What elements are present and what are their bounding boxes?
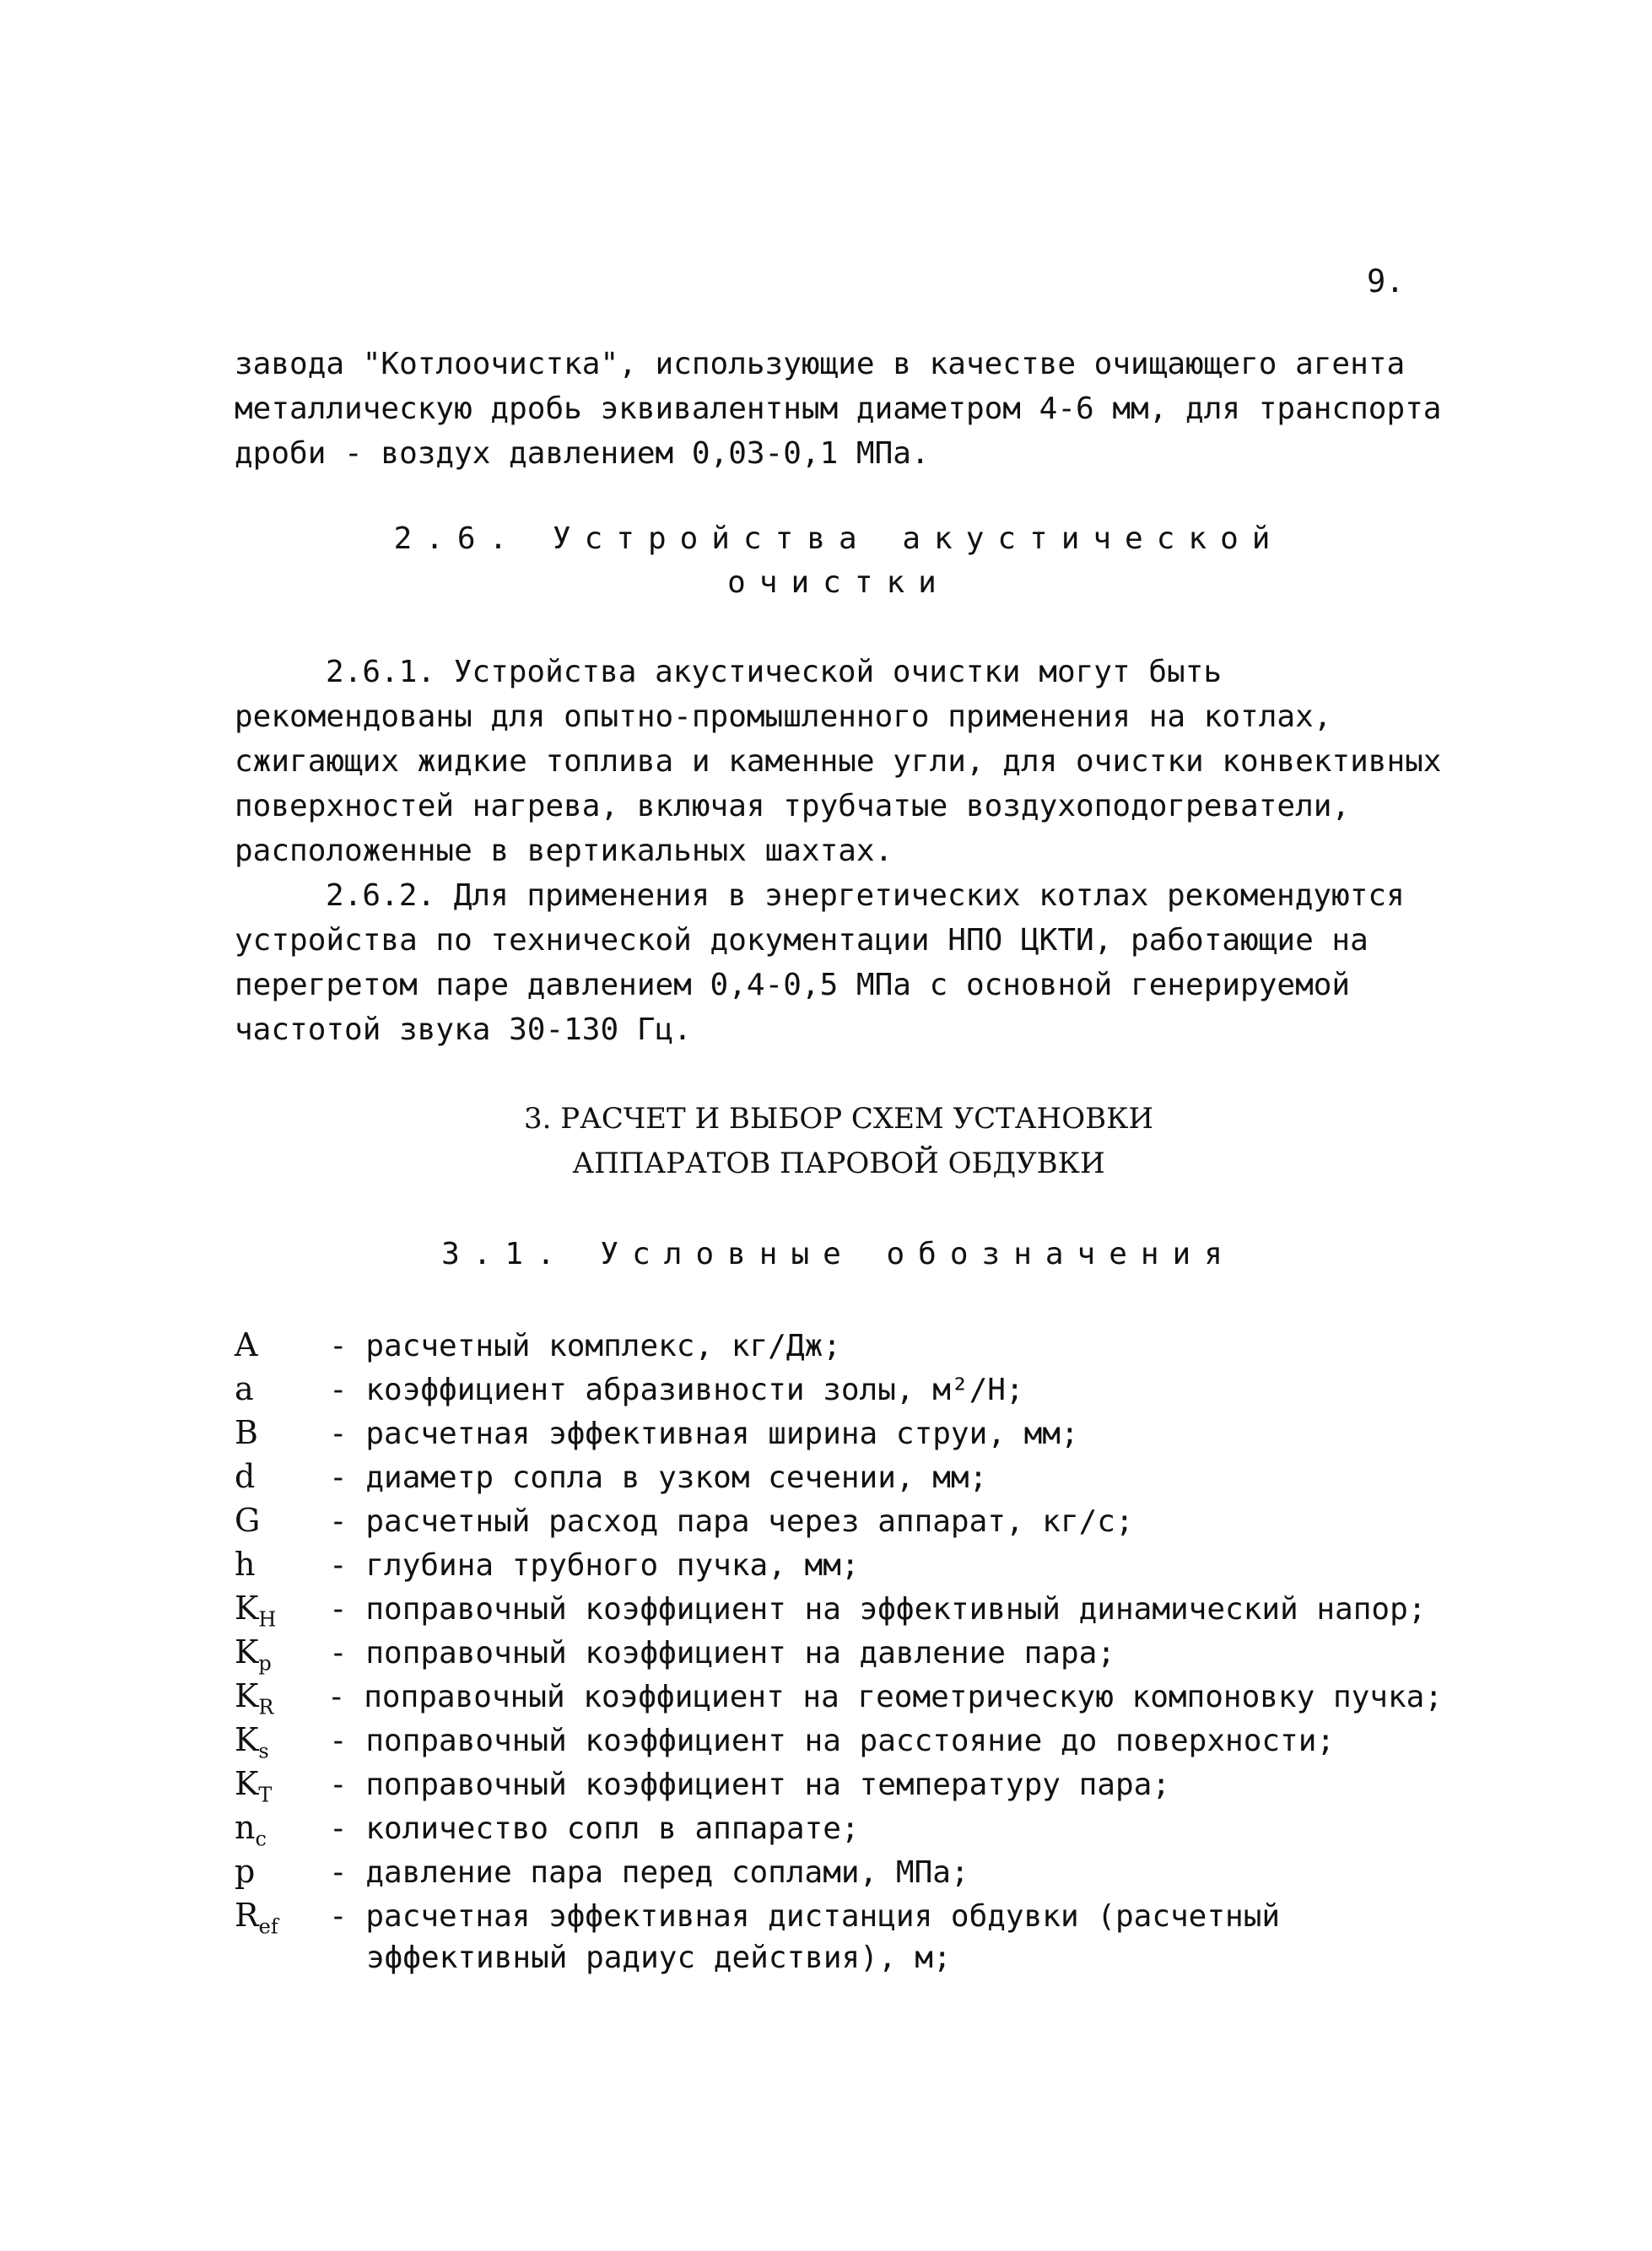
- symbol-description: - поправочный коэффициент на температуру пара;: [329, 1768, 1170, 1802]
- section-3-1-title: 3.1. Условные обозначения: [441, 1237, 1236, 1271]
- symbol-description: - поправочный коэффициент на давление пара;: [329, 1636, 1115, 1671]
- symbol: a: [235, 1370, 254, 1407]
- text-line: 2.6.1. Устройства акустической очистки могут быть: [326, 655, 1223, 689]
- text-line: частотой звука 30-130 Гц.: [235, 1012, 692, 1047]
- text-line: поверхностей нагрева, включая трубчатые воздухоподогреватели,: [235, 789, 1351, 823]
- text-line: сжигающих жидкие топлива и каменные угли, для очистки конвективных: [235, 744, 1442, 779]
- text-line: рекомендованы для опытно-промышленного применения на котлах,: [235, 699, 1332, 734]
- symbol-description: - давление пара перед соплами, МПа;: [329, 1855, 969, 1890]
- section-3-title-line2: АППАРАТОВ ПАРОВОЙ ОБДУВКИ: [572, 1147, 1105, 1180]
- text-line: 2.6.2. Для применения в энергетических котлах рекомендуются: [326, 878, 1405, 913]
- symbol-description: - расчетный расход пара через аппарат, кг/с;: [329, 1504, 1134, 1539]
- list-item: [235, 1897, 1443, 1941]
- symbol-description: - глубина трубного пучка, мм;: [329, 1548, 860, 1583]
- list-item: [235, 1853, 1443, 1897]
- symbol: $K_s$: [235, 1721, 269, 1763]
- list-item: [235, 1721, 1443, 1765]
- symbol-description: - поправочный коэффициент на расстояние до поверхности;: [329, 1724, 1336, 1758]
- list-item: [235, 1326, 1443, 1370]
- list-item: [235, 1546, 1443, 1590]
- notation-list: [235, 1326, 1443, 1984]
- symbol-description: - поправочный коэффициент на геометрическую компоновку пучка;: [327, 1680, 1443, 1714]
- symbol: p: [235, 1853, 256, 1890]
- symbol: $K_H$: [235, 1590, 277, 1632]
- text-line: завода "Котлоочистка", использующие в качестве очищающего агента: [235, 347, 1406, 381]
- section-2-6-title-line2: очистки: [727, 565, 950, 600]
- list-item: [235, 1590, 1443, 1633]
- symbol-description: - количество сопл в аппарате;: [329, 1811, 860, 1846]
- text-line: расположенные в вертикальных шахтах.: [235, 834, 893, 868]
- symbol: $K_p$: [235, 1633, 272, 1676]
- symbol-description: - поправочный коэффициент на эффективный динамический напор;: [329, 1592, 1427, 1627]
- symbol: A: [235, 1326, 258, 1363]
- symbol: G: [235, 1502, 261, 1539]
- section-3-title-line1: 3. РАСЧЕТ И ВЫБОР СХЕМ УСТАНОВКИ: [523, 1102, 1154, 1136]
- symbol: $K_T$: [235, 1765, 273, 1807]
- intro-paragraph: [235, 342, 1443, 476]
- list-item: [235, 1633, 1443, 1677]
- symbol: h: [235, 1546, 256, 1583]
- symbol: $n_c$: [235, 1809, 267, 1851]
- paragraph-2-6-2: [235, 873, 1443, 1052]
- text-line: дроби - воздух давлением 0,03-0,1 МПа.: [235, 436, 930, 471]
- text-line: перегретом паре давлением 0,4-0,5 МПа с основной генерируемой: [235, 968, 1351, 1002]
- symbol-description: - коэффициент абразивности золы, м²/Н;: [329, 1373, 1024, 1407]
- list-item: [235, 1809, 1443, 1853]
- symbol: $R_{ef}$: [235, 1897, 278, 1939]
- list-item: [235, 1458, 1443, 1502]
- list-item: [235, 1414, 1443, 1458]
- page-number: 9.: [1367, 263, 1405, 300]
- paragraph-2-6-1: [235, 650, 1443, 873]
- symbol-description: - расчетный комплекс, кг/Дж;: [329, 1329, 841, 1363]
- text-line: металлическую дробь эквивалентным диаметром 4-6 мм, для транспорта: [235, 391, 1442, 426]
- symbol-description: - диаметр сопла в узком сечении, мм;: [329, 1460, 988, 1495]
- list-item: [235, 1370, 1443, 1414]
- text-line: устройства по технической документации НПО ЦКТИ, работающие на: [235, 923, 1369, 958]
- list-item: [235, 1677, 1443, 1721]
- list-item: [235, 1502, 1443, 1546]
- symbol: B: [235, 1414, 258, 1451]
- symbol-description: - расчетная эффективная дистанция обдувки (расчетный: [329, 1899, 1281, 1934]
- symbol-description-continuation: эффективный радиус действия), м;: [366, 1941, 952, 1975]
- section-2-6-title-line1: 2.6. Устройства акустической: [393, 521, 1284, 556]
- list-item: [235, 1765, 1443, 1809]
- symbol-description: - расчетная эффективная ширина струи, мм;: [329, 1417, 1079, 1451]
- symbol: $K_R$: [235, 1677, 274, 1719]
- symbol: d: [235, 1458, 256, 1495]
